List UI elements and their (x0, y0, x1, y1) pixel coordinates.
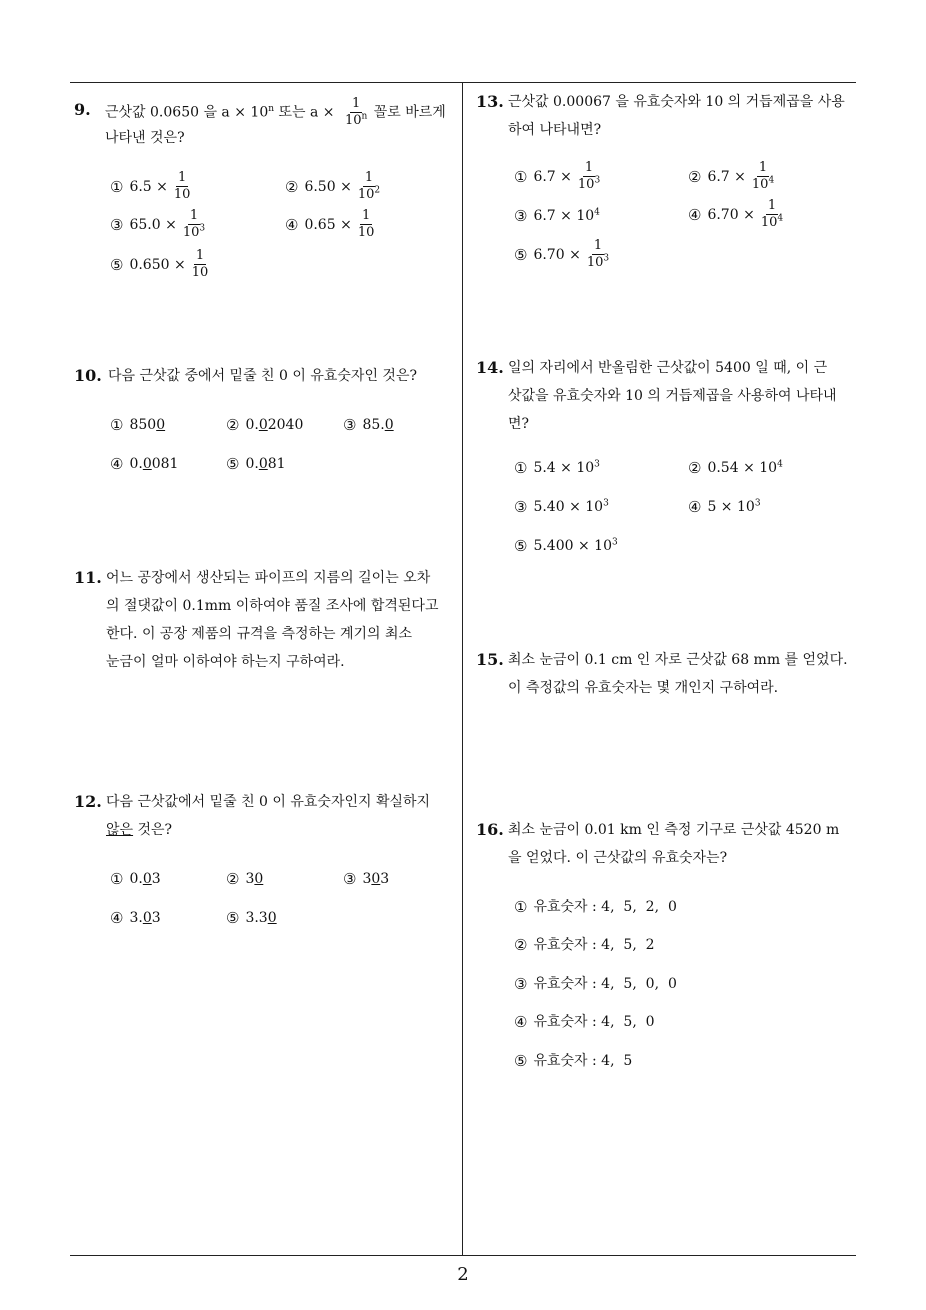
question-text: 눈금이 얼마 이하여야 하는지 구하여라. (106, 654, 345, 670)
option-3[interactable] (343, 869, 389, 889)
numerator: 1 (352, 96, 361, 111)
text-part: 또는 a × (274, 104, 339, 121)
option-mark: ② (226, 870, 240, 888)
option-mark: ③ (343, 416, 357, 434)
option-5[interactable] (514, 536, 618, 556)
fraction: $\frac{1}{10^3}$ (586, 238, 610, 270)
option-5[interactable] (514, 1051, 632, 1071)
option-text: 유효숫자 : 4, 5, 0, 0 (533, 976, 677, 992)
option-3[interactable] (514, 974, 677, 994)
option-mark: ⑤ (226, 455, 240, 473)
option-text: 유효숫자 : 4, 5, 0 (533, 1014, 655, 1030)
option-4[interactable] (285, 208, 376, 241)
question-text: 한다. 이 공장 제품의 규격을 측정하는 계기의 최소 (106, 626, 413, 642)
option-4[interactable] (688, 497, 761, 517)
option-mark: ① (110, 870, 124, 888)
fraction: $\frac{1}{10}$ (173, 170, 191, 202)
option-mark: ⑤ (514, 245, 528, 264)
option-text: 6.70 × (533, 246, 581, 263)
text-part: 것은? (133, 822, 173, 838)
question-text: 다음 근삿값에서 밑줄 친 0 이 유효숫자인지 확실하지 (106, 794, 431, 810)
option-mark: ⑤ (514, 537, 528, 555)
option-text: 유효숫자 : 4, 5 (533, 1053, 633, 1069)
option-4[interactable] (514, 1012, 655, 1032)
option-1[interactable] (514, 897, 677, 917)
option-text: 6.7 × (533, 168, 572, 185)
question-number: 11. (74, 568, 102, 587)
option-1[interactable] (514, 458, 600, 478)
option-mark: ② (688, 167, 702, 186)
option-text: $5 \times 10^3$ (707, 498, 761, 515)
option-1[interactable] (110, 415, 165, 435)
option-5[interactable] (226, 908, 277, 928)
question-number: 14. (476, 358, 504, 377)
fraction: $\frac{1}{10^2}$ (357, 170, 381, 202)
option-1[interactable] (110, 869, 161, 889)
option-mark: ④ (514, 1013, 528, 1031)
option-text: $0.54 \times 10^4$ (707, 459, 783, 476)
option-mark: ① (514, 167, 528, 186)
option-mark: ① (110, 177, 124, 196)
option-text: $6.7 \times 10^4$ (533, 207, 600, 224)
column-divider (462, 82, 463, 1255)
option-text: 0.081 (245, 456, 286, 472)
option-3[interactable] (110, 208, 207, 241)
option-2[interactable] (514, 935, 655, 955)
option-2[interactable] (226, 415, 303, 435)
option-mark: ② (514, 936, 528, 954)
question-number: 16. (476, 820, 504, 839)
option-mark: ③ (514, 498, 528, 516)
option-mark: ④ (110, 455, 124, 473)
option-mark: ② (688, 459, 702, 477)
option-mark: ③ (514, 975, 528, 993)
option-mark: ② (285, 177, 299, 196)
fraction: $\frac{1}{10^3}$ (182, 208, 206, 240)
option-2[interactable] (285, 170, 382, 203)
option-mark: ③ (343, 870, 357, 888)
fraction: $\frac{1}{10^4}$ (751, 160, 775, 192)
option-3[interactable] (514, 206, 600, 226)
question-text: 나타낸 것은? (105, 130, 185, 146)
option-mark: ④ (688, 498, 702, 516)
option-1[interactable] (110, 170, 192, 203)
question-text: 일의 자리에서 반올림한 근삿값이 5400 일 때, 이 근 (508, 360, 828, 376)
option-4[interactable] (110, 908, 161, 928)
exponent: n (268, 103, 275, 114)
option-text: 6.5 × (129, 178, 168, 195)
option-1[interactable] (514, 160, 602, 193)
option-5[interactable] (110, 248, 210, 281)
option-text: 3.03 (129, 910, 161, 926)
option-text: 85.0 (362, 417, 394, 433)
option-4[interactable] (688, 198, 785, 231)
option-text: 6.50 × (304, 178, 352, 195)
question-text (106, 816, 172, 844)
option-3[interactable] (343, 415, 394, 435)
text-part: 근삿값 0.0650 을 a × 10 (105, 104, 269, 121)
question-text: 다음 근삿값 중에서 밑줄 친 0 이 유효숫자인 것은? (108, 368, 417, 384)
question-text: 어느 공장에서 생산되는 파이프의 지름의 길이는 오차 (106, 570, 431, 586)
option-5[interactable] (514, 238, 611, 271)
option-text: 303 (362, 871, 390, 887)
option-text: 6.7 × (707, 168, 746, 185)
option-5[interactable] (226, 454, 286, 474)
option-mark: ⑤ (514, 1052, 528, 1070)
question-number: 12. (74, 792, 102, 811)
option-mark: ② (226, 416, 240, 434)
question-text: 의 절댓값이 0.1mm 이하여야 품질 조사에 합격된다고 (106, 598, 439, 614)
option-text: $5.40 \times 10^3$ (533, 498, 609, 515)
fraction: $\frac{1}{10}$ (191, 248, 209, 280)
question-number: 13. (476, 92, 504, 111)
option-text: 0.0081 (129, 456, 179, 472)
option-mark: ① (110, 416, 124, 434)
option-mark: ③ (514, 207, 528, 225)
option-text: 0.65 × (304, 216, 352, 233)
question-text: 이 측정값의 유효숫자는 몇 개인지 구하여라. (508, 680, 779, 696)
option-text: 0.02040 (245, 417, 304, 433)
option-mark: ③ (110, 215, 124, 234)
option-mark: ⑤ (226, 909, 240, 927)
option-mark: ⑤ (110, 255, 124, 274)
option-2[interactable] (688, 160, 776, 193)
question-text: 최소 눈금이 0.01 km 인 측정 기구로 근삿값 4520 m (508, 822, 840, 838)
option-mark: ④ (688, 205, 702, 224)
option-text: 8500 (129, 417, 166, 433)
option-mark: ① (514, 459, 528, 477)
option-text: 65.0 × (129, 216, 177, 233)
option-text: 0.03 (129, 871, 161, 887)
fraction: $\frac{1}{10^4}$ (760, 198, 784, 230)
question-number: 10. (74, 366, 102, 385)
question-text: 면? (508, 416, 530, 432)
option-mark: ④ (110, 909, 124, 927)
fraction (343, 96, 369, 129)
option-text: 6.70 × (707, 206, 755, 223)
question-text: 근삿값 0.00067 을 유효숫자와 10 의 거듭제곱을 사용 (508, 94, 845, 110)
fraction: $\frac{1}{10}$ (357, 208, 375, 240)
question-text: 을 얻었다. 이 근삿값의 유효숫자는? (508, 850, 728, 866)
option-text: 0.650 × (129, 256, 186, 273)
question-number: 9. (74, 100, 91, 119)
option-2[interactable] (688, 458, 783, 478)
question-text: 최소 눈금이 0.1 cm 인 자로 근삿값 68 mm 를 얻었다. (508, 652, 848, 668)
denominator: 10$^n$ (344, 111, 368, 128)
option-2[interactable] (226, 869, 263, 889)
question-number: 15. (476, 650, 504, 669)
question-text: 삿값을 유효숫자와 10 의 거듭제곱을 사용하여 나타내 (508, 388, 837, 404)
option-text: 3.30 (245, 910, 277, 926)
option-text: 30 (245, 871, 264, 887)
option-text: $5.400 \times 10^3$ (533, 537, 618, 554)
page-number: 2 (457, 1264, 469, 1285)
option-text: $5.4 \times 10^3$ (533, 459, 600, 476)
bottom-rule (70, 1255, 856, 1256)
question-text: 하여 나타내면? (508, 122, 602, 138)
top-rule (70, 82, 856, 83)
fraction: $\frac{1}{10^3}$ (577, 160, 601, 192)
option-3[interactable] (514, 497, 609, 517)
option-mark: ① (514, 898, 528, 916)
text-part: 꼴로 바르게 (369, 104, 446, 121)
option-mark: ④ (285, 215, 299, 234)
option-text: 유효숫자 : 4, 5, 2 (533, 937, 655, 953)
option-4[interactable] (110, 454, 178, 474)
underlined-text: 않은 (106, 822, 134, 838)
option-text: 유효숫자 : 4, 5, 2, 0 (533, 899, 677, 915)
